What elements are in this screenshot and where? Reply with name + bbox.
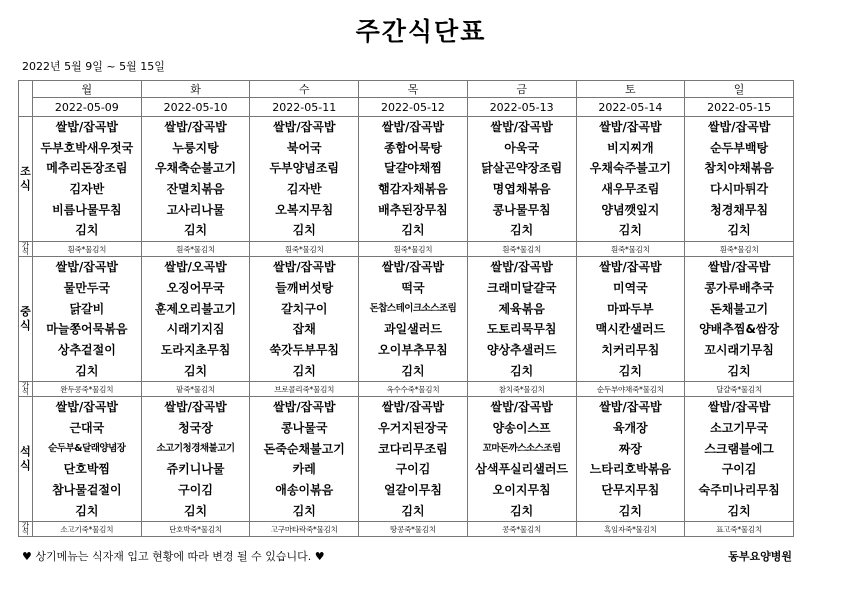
snack-cell: 참치죽*물김치 <box>467 382 576 397</box>
menu-item: 쌀밥/잡곡밥 <box>707 260 771 275</box>
menu-item: 잔멸치볶음 <box>166 182 225 197</box>
menu-item: 근대국 <box>69 420 105 435</box>
meal-label-text: 석 식 <box>20 445 31 473</box>
menu-item: 쑥갓두부무침 <box>269 342 340 357</box>
snack-cell: 흰죽*물김치 <box>576 242 685 257</box>
menu-item: 애송이볶음 <box>275 483 334 497</box>
menu-item: 김치 <box>75 363 99 378</box>
snack-cell: 흑임자죽*물김치 <box>576 522 685 537</box>
day-header: 토 <box>576 81 685 98</box>
menu-item: 양송이스프 <box>492 420 551 435</box>
menu-item: 두부양념조림 <box>269 161 340 176</box>
snack-cell: 순두부야채죽*물김치 <box>576 382 685 397</box>
menu-item: 김치 <box>618 223 642 238</box>
menu-item: 순두부&달래양념장 <box>48 442 126 454</box>
menu-item: 쌀밥/오곡밥 <box>164 260 227 275</box>
menu-item: 명엽채볶음 <box>492 182 551 197</box>
menu-item: 종합어묵탕 <box>383 140 442 155</box>
day-header: 화 <box>141 81 250 98</box>
menu-item: 잡채 <box>292 322 316 337</box>
menu-item: 오이부추무침 <box>378 342 448 357</box>
menu-item: 김치 <box>401 223 425 238</box>
weekly-menu-table <box>18 80 794 537</box>
snack-label <box>19 242 33 257</box>
snack-cell: 흰죽*물김치 <box>467 242 576 257</box>
menu-cell <box>33 117 142 242</box>
menu-item: 김치 <box>401 363 425 378</box>
menu-item: 배추된장무침 <box>378 202 448 217</box>
date-header: 2022-05-15 <box>685 98 794 117</box>
menu-item: 삼색푸실리샐러드 <box>475 462 569 477</box>
menu-item: 오징어무국 <box>166 280 225 295</box>
menu-item: 누룽지탕 <box>172 140 219 155</box>
menu-item: 쌀밥/잡곡밥 <box>707 120 771 134</box>
menu-item: 단무지무침 <box>601 483 660 497</box>
page-title: 주간식단표 <box>355 17 487 46</box>
menu-item: 북어국 <box>286 140 322 155</box>
menu-item: 김치 <box>727 363 751 378</box>
menu-item: 구이김 <box>178 483 213 497</box>
menu-cell <box>141 117 250 242</box>
menu-item: 쌀밥/잡곡밥 <box>55 260 119 275</box>
menu-item: 코다리무조림 <box>378 441 448 456</box>
menu-item: 우거지된장국 <box>378 420 448 435</box>
menu-item: 햄감자채볶음 <box>378 182 448 197</box>
snack-cell: 땅콩죽*물김치 <box>359 522 468 537</box>
menu-item: 김치 <box>75 223 99 238</box>
menu-item: 카레 <box>292 462 316 477</box>
menu-item: 김치 <box>618 363 642 378</box>
date-header: 2022-05-13 <box>467 98 576 117</box>
date-header: 2022-05-10 <box>141 98 250 117</box>
menu-item: 짜장 <box>618 441 642 456</box>
menu-item: 쌀밥/잡곡밥 <box>599 260 662 275</box>
menu-cell <box>250 397 359 522</box>
menu-item: 쌀밥/잡곡밥 <box>599 120 662 134</box>
menu-item: 시래기지짐 <box>166 322 225 337</box>
menu-item: 김치 <box>510 503 534 518</box>
footer-note: ♥ 상기메뉴는 식자재 입고 현황에 따라 변경 될 수 있습니다. ♥ <box>22 550 325 563</box>
date-header: 2022-05-09 <box>33 98 142 117</box>
menu-item: 쌀밥/잡곡밥 <box>164 400 227 415</box>
date-header: 2022-05-12 <box>359 98 468 117</box>
meal-label <box>19 257 33 382</box>
menu-item: 쥬키니나물 <box>166 462 225 477</box>
menu-item: 쌀밥/잡곡밥 <box>273 260 336 275</box>
meal-label <box>19 397 33 522</box>
snack-cell: 흰죽*물김치 <box>685 242 794 257</box>
menu-cell <box>33 397 142 522</box>
menu-item: 맥시칸샐러드 <box>595 322 666 337</box>
day-header: 월 <box>33 81 142 98</box>
menu-item: 김치 <box>510 223 534 238</box>
menu-item: 쌀밥/잡곡밥 <box>490 120 553 134</box>
day-header: 수 <box>250 81 359 98</box>
menu-item: 구이김 <box>395 462 431 477</box>
snack-cell: 흰죽*물김치 <box>250 242 359 257</box>
menu-cell <box>250 257 359 382</box>
menu-item: 메추리돈장조림 <box>46 161 128 176</box>
menu-item: 쌀밥/잡곡밥 <box>55 120 119 134</box>
menu-item: 크래미달걀국 <box>486 280 557 295</box>
snack-cell: 완두콩죽*물김치 <box>33 382 142 397</box>
menu-item: 닭갈비 <box>69 301 105 316</box>
menu-item: 꼬마돈까스소스조림 <box>482 442 561 454</box>
menu-cell <box>467 257 576 382</box>
snack-cell: 달걀죽*물김치 <box>685 382 794 397</box>
menu-item: 얼갈이무침 <box>383 483 442 497</box>
menu-item: 소고기무국 <box>710 420 769 435</box>
menu-item: 참나물겉절이 <box>52 483 122 497</box>
menu-item: 김치 <box>183 503 208 518</box>
menu-item: 숙주미나리무침 <box>698 483 780 497</box>
menu-item: 김치 <box>183 223 208 238</box>
menu-item: 김치 <box>75 503 99 518</box>
menu-item: 오복지무침 <box>275 202 334 217</box>
menu-item: 쌀밥/잡곡밥 <box>381 120 445 134</box>
menu-cell <box>359 117 468 242</box>
menu-item: 우채축순불고기 <box>154 161 237 176</box>
menu-cell <box>576 117 685 242</box>
menu-item: 쌀밥/잡곡밥 <box>599 400 662 415</box>
date-header: 2022-05-14 <box>576 98 685 117</box>
snack-cell: 소고기죽*물김치 <box>33 522 142 537</box>
snack-cell: 표고죽*물김치 <box>685 522 794 537</box>
menu-item: 양념깻잎지 <box>601 202 660 217</box>
snack-cell: 흰죽*물김치 <box>33 242 142 257</box>
menu-item: 김치 <box>727 223 751 238</box>
menu-item: 청경채무침 <box>710 202 769 217</box>
date-header: 2022-05-11 <box>250 98 359 117</box>
snack-cell: 팥죽*물김치 <box>141 382 250 397</box>
menu-item: 양상추샐러드 <box>486 342 557 357</box>
menu-item: 두부호박새우젓국 <box>40 140 134 155</box>
menu-item: 김치 <box>401 503 425 518</box>
snack-label <box>19 382 33 397</box>
menu-item: 마늘쫑어묵볶음 <box>46 322 128 337</box>
menu-item: 양배추찜&쌈장 <box>699 322 780 337</box>
snack-cell: 콩죽*물김치 <box>467 522 576 537</box>
menu-cell <box>141 397 250 522</box>
snack-cell: 옥수수죽*물김치 <box>359 382 468 397</box>
menu-cell <box>685 397 794 522</box>
menu-cell <box>467 117 576 242</box>
meal-label <box>19 117 33 242</box>
menu-item: 김치 <box>292 503 316 518</box>
menu-item: 김치 <box>292 363 316 378</box>
menu-item: 콩나물국 <box>281 420 328 435</box>
menu-item: 돈죽순채불고기 <box>263 441 345 456</box>
menu-period: 2022년 5월 9일 ~ 5월 15일 <box>22 60 165 73</box>
meal-label-text: 조 식 <box>20 165 31 193</box>
menu-item: 콩나물무침 <box>492 202 551 217</box>
menu-item: 갈치구이 <box>281 301 328 316</box>
menu-item: 고사리나물 <box>166 202 225 217</box>
menu-item: 들깨버섯탕 <box>275 280 334 295</box>
menu-item: 오이지무침 <box>492 483 551 497</box>
menu-item: 콩가루배추국 <box>704 280 774 295</box>
menu-item: 도토리묵무침 <box>486 322 557 337</box>
menu-item: 청국장 <box>178 420 213 435</box>
menu-item: 꼬시래기무침 <box>704 342 774 357</box>
menu-cell <box>576 257 685 382</box>
menu-cell <box>685 117 794 242</box>
snack-cell: 단호박죽*물김치 <box>141 522 250 537</box>
menu-cell <box>33 257 142 382</box>
menu-item: 과일샐러드 <box>383 322 442 337</box>
snack-label <box>19 522 33 537</box>
menu-item: 쌀밥/잡곡밥 <box>273 120 336 134</box>
menu-item: 쌀밥/잡곡밥 <box>490 400 553 415</box>
menu-item: 비지찌개 <box>607 140 654 155</box>
meal-label-text: 중 식 <box>20 305 31 333</box>
menu-item: 물만두국 <box>63 280 111 295</box>
snack-label-text: 간 식 <box>21 381 30 397</box>
menu-item: 김치 <box>510 363 534 378</box>
menu-item: 김치 <box>727 503 751 518</box>
menu-item: 쌀밥/잡곡밥 <box>55 400 119 415</box>
menu-item: 소고기청경채불고기 <box>156 442 235 454</box>
menu-item: 쌀밥/잡곡밥 <box>273 400 336 415</box>
menu-item: 마파두부 <box>607 301 654 316</box>
menu-cell <box>359 397 468 522</box>
menu-item: 스크램블에그 <box>704 441 774 456</box>
menu-item: 상추겉절이 <box>57 342 116 357</box>
menu-item: 단호박찜 <box>63 462 111 477</box>
menu-item: 달걀야채찜 <box>383 161 442 176</box>
menu-item: 쌀밥/잡곡밥 <box>490 260 553 275</box>
snack-cell: 흰죽*물김치 <box>359 242 468 257</box>
menu-item: 김치 <box>183 363 208 378</box>
menu-item: 쌀밥/잡곡밥 <box>707 400 771 415</box>
menu-item: 쌀밥/잡곡밥 <box>381 400 445 415</box>
day-header: 목 <box>359 81 468 98</box>
menu-item: 김자반 <box>286 182 322 197</box>
menu-item: 구이김 <box>721 462 757 477</box>
corner-cell <box>19 81 33 117</box>
menu-item: 육개장 <box>612 420 648 435</box>
day-header: 일 <box>685 81 794 98</box>
menu-item: 제육볶음 <box>498 301 545 316</box>
menu-item: 아욱국 <box>504 140 540 155</box>
menu-cell <box>141 257 250 382</box>
day-header: 금 <box>467 81 576 98</box>
snack-label-text: 간 식 <box>21 521 30 537</box>
menu-item: 미역국 <box>612 280 648 295</box>
menu-item: 비름나물무침 <box>52 202 122 217</box>
menu-cell <box>467 397 576 522</box>
snack-cell: 흰죽*물김치 <box>141 242 250 257</box>
menu-item: 참치야채볶음 <box>704 161 774 176</box>
menu-cell <box>685 257 794 382</box>
menu-item: 치커리무침 <box>601 342 660 357</box>
menu-item: 돈채불고기 <box>710 301 769 316</box>
menu-item: 훈제오리불고기 <box>154 301 237 316</box>
menu-item: 쌀밥/잡곡밥 <box>381 260 445 275</box>
menu-item: 순두부백탕 <box>710 140 769 155</box>
menu-item: 닭살곤약장조림 <box>481 161 563 176</box>
menu-item: 느타리호박볶음 <box>589 462 671 477</box>
hospital-name: 동부요양병원 <box>728 550 792 563</box>
menu-item: 김치 <box>292 223 316 238</box>
menu-cell <box>250 117 359 242</box>
menu-item: 새우무조림 <box>601 182 660 197</box>
menu-item: 김치 <box>618 503 642 518</box>
menu-item: 도라지초무침 <box>160 342 231 357</box>
menu-item: 쌀밥/잡곡밥 <box>164 120 227 134</box>
menu-item: 우채숙주불고기 <box>589 161 671 176</box>
menu-item: 떡국 <box>401 280 425 295</box>
menu-item: 김자반 <box>69 182 105 197</box>
menu-item: 다시마튀각 <box>710 182 769 197</box>
menu-cell <box>576 397 685 522</box>
menu-cell <box>359 257 468 382</box>
menu-item: 돈찹스테이크소스조림 <box>369 302 457 314</box>
snack-label-text: 간 식 <box>21 241 30 257</box>
snack-cell: 브로콜리죽*물김치 <box>250 382 359 397</box>
snack-cell: 고구마타락죽*물김치 <box>250 522 359 537</box>
